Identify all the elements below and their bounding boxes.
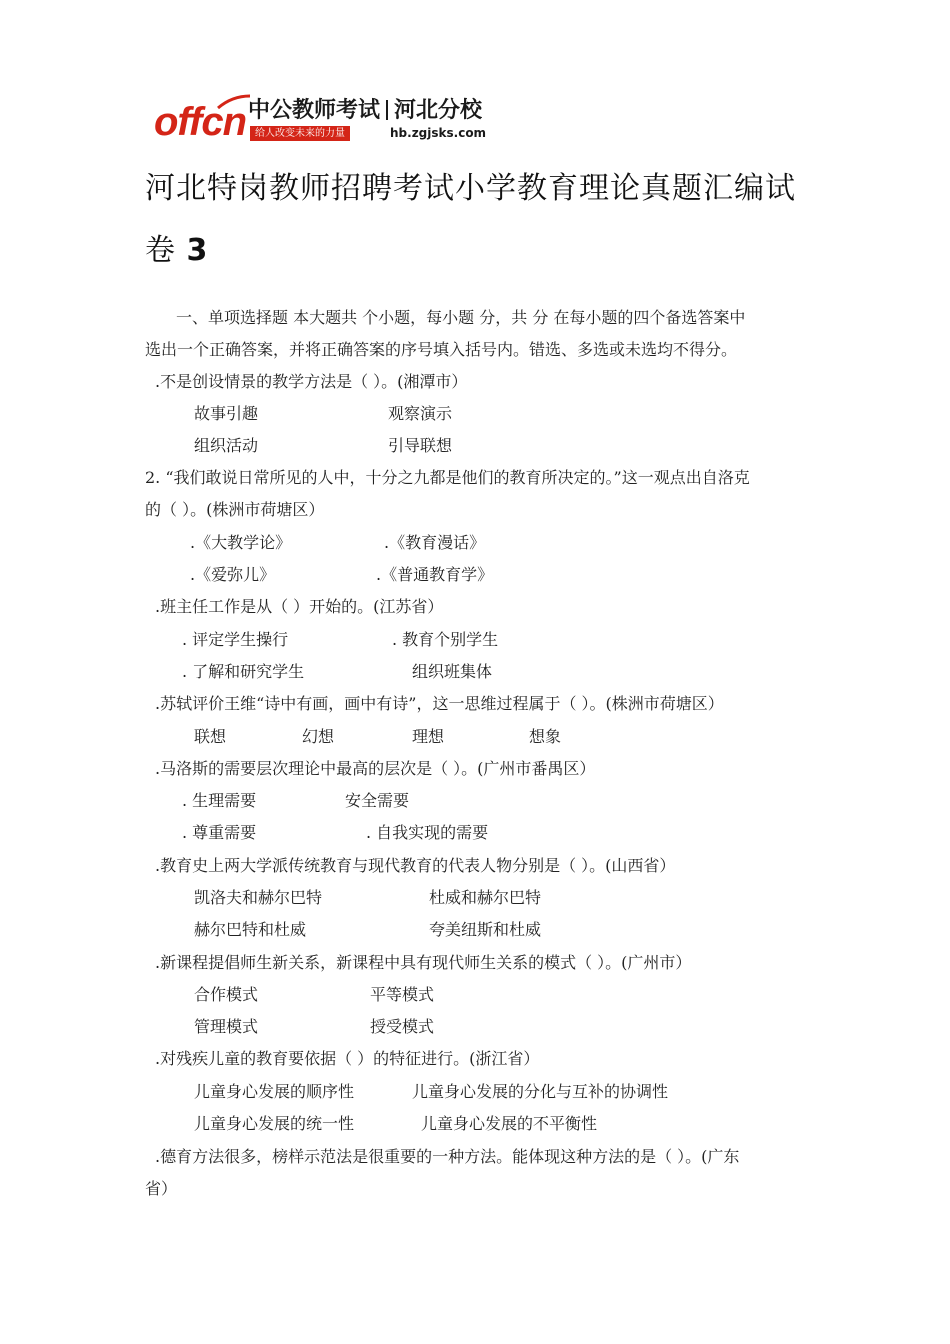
question-8: .对残疾儿童的教育要依据（ ）的特征进行。(浙江省） xyxy=(155,1049,540,1068)
q1-option-a: 故事引趣 xyxy=(194,404,259,423)
logo-swoosh-icon xyxy=(216,94,252,110)
logo-name: 中公教师考试 xyxy=(248,98,381,123)
q8-option-a: 儿童身心发展的顺序性 xyxy=(194,1082,355,1101)
question-2: 2. “我们敢说日常所见的人中，十分之九都是他们的教育所决定的。”这一观点出自洛克 xyxy=(145,468,750,487)
section-instructions: 选出一个正确答案，并将正确答案的序号填入括号内。错选、多选或未选均不得分。 xyxy=(145,340,738,359)
q6-option-c: 赫尔巴特和杜威 xyxy=(194,920,307,939)
q1-option-c: 组织活动 xyxy=(194,436,259,455)
logo-text xyxy=(248,98,482,124)
logo-branch: 河北分校 xyxy=(394,98,483,123)
title-number: 3 xyxy=(186,233,209,268)
q1-option-b: 观察演示 xyxy=(388,404,453,423)
q5-option-c: . 尊重需要 xyxy=(182,823,257,842)
logo-divider xyxy=(386,100,388,120)
q8-option-c: 儿童身心发展的统一性 xyxy=(194,1114,355,1133)
q7-option-c: 管理模式 xyxy=(194,1017,259,1036)
logo-slogan: 给人改变未来的力量 xyxy=(250,126,350,141)
q2-option-a: .《大教学论》 xyxy=(190,533,292,552)
logo-brand: offcn xyxy=(154,100,247,144)
q5-option-b: 安全需要 xyxy=(345,791,410,810)
title-tail: 卷 xyxy=(145,233,176,268)
offcn-logo xyxy=(154,96,514,146)
q1-option-d: 引导联想 xyxy=(388,436,453,455)
q7-option-b: 平等模式 xyxy=(370,985,435,1004)
q2-option-c: .《爱弥儿》 xyxy=(190,565,276,584)
logo-url: hb.zgjsks.com xyxy=(390,126,487,140)
q4-option-c: 理想 xyxy=(412,727,445,746)
question-6: .教育史上两大学派传统教育与现代教育的代表人物分别是（ ）。(山西省） xyxy=(155,856,676,875)
q5-option-d: . 自我实现的需要 xyxy=(366,823,489,842)
q3-option-d: 组织班集体 xyxy=(412,662,493,681)
q8-option-b: 儿童身心发展的分化与互补的协调性 xyxy=(412,1082,669,1101)
question-1: .不是创设情景的教学方法是（ ）。(湘潭市） xyxy=(155,372,468,391)
question-9: .德育方法很多，榜样示范法是很重要的一种方法。能体现这种方法的是（ ）。(广东 xyxy=(155,1147,740,1166)
document-title xyxy=(145,158,810,282)
q7-option-a: 合作模式 xyxy=(194,985,259,1004)
q3-option-a: . 评定学生操行 xyxy=(182,630,289,649)
q4-option-b: 幻想 xyxy=(302,727,335,746)
q6-option-d: 夸美纽斯和杜威 xyxy=(429,920,542,939)
title-main: 河北特岗教师招聘考试小学教育理论真题汇编试 xyxy=(145,171,796,206)
section-heading: 一、单项选择题 本大题共 个小题，每小题 分，共 分 在每小题的四个备选答案中 xyxy=(176,308,746,327)
question-7: .新课程提倡师生新关系，新课程中具有现代师生关系的模式（ ）。(广州市） xyxy=(155,953,692,972)
question-9-cont: 省） xyxy=(145,1179,178,1198)
q3-option-b: . 教育个别学生 xyxy=(392,630,499,649)
question-4: .苏轼评价王维“诗中有画，画中有诗”，这一思维过程属于（ ）。(株洲市荷塘区） xyxy=(155,694,724,713)
q7-option-d: 授受模式 xyxy=(370,1017,435,1036)
q2-option-b: .《教育漫话》 xyxy=(384,533,486,552)
q4-option-d: 想象 xyxy=(529,727,562,746)
q5-option-a: . 生理需要 xyxy=(182,791,257,810)
q6-option-b: 杜威和赫尔巴特 xyxy=(429,888,542,907)
q8-option-d: 儿童身心发展的不平衡性 xyxy=(421,1114,598,1133)
question-3: .班主任工作是从（ ）开始的。(江苏省） xyxy=(155,597,444,616)
q4-option-a: 联想 xyxy=(194,727,227,746)
q3-option-c: . 了解和研究学生 xyxy=(182,662,305,681)
q6-option-a: 凯洛夫和赫尔巴特 xyxy=(194,888,323,907)
question-5: .马洛斯的需要层次理论中最高的层次是（ ）。(广州市番禺区） xyxy=(155,759,596,778)
q2-option-d: .《普通教育学》 xyxy=(376,565,494,584)
question-2-cont: 的（ ）。(株洲市荷塘区） xyxy=(145,500,325,519)
